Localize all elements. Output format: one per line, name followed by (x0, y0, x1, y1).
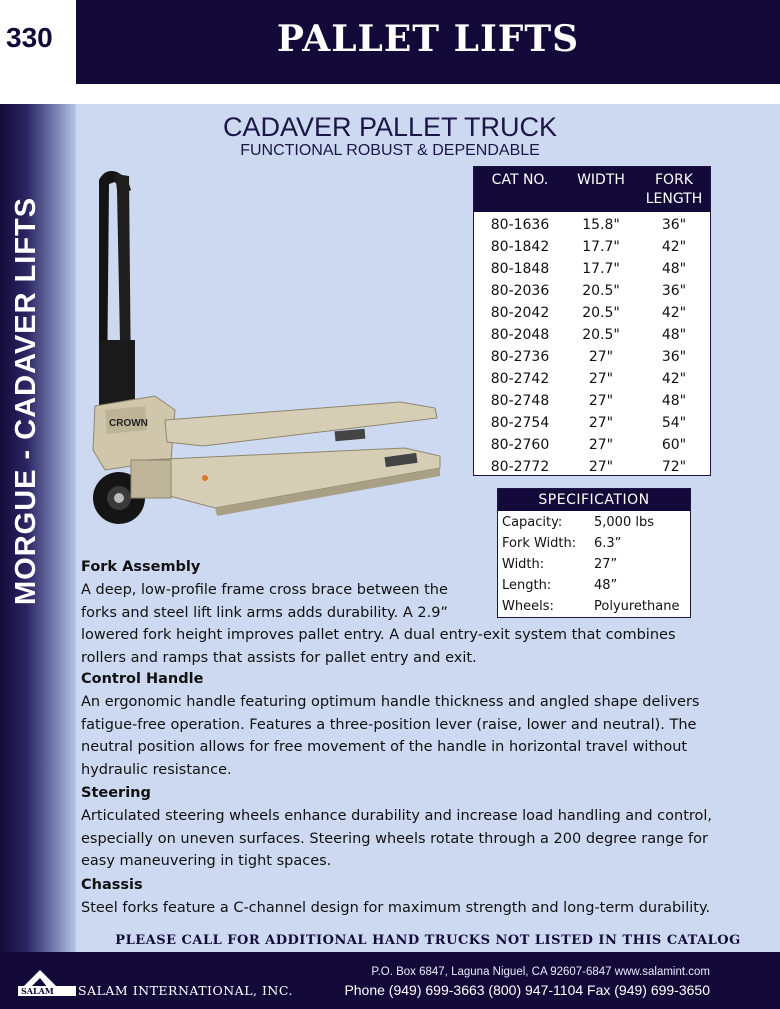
pallet-truck-image (85, 160, 445, 540)
cat-no-cell: 80-2772 (490, 459, 550, 475)
section-heading-fork-assembly: Fork Assembly (81, 559, 201, 575)
cat-no-cell: 80-2736 (490, 349, 550, 365)
cat-no-cell: 80-2748 (490, 393, 550, 409)
length-cell: 42" (661, 305, 687, 321)
text-line: hydraulic resistance. (81, 761, 232, 778)
spec-label: Capacity: (502, 515, 563, 530)
text-line: especially on uneven surfaces. Steering wheels rotate through a 200 degree range for (81, 830, 708, 847)
col-header-width: WIDTH (577, 172, 625, 188)
length-cell: 48" (661, 261, 687, 277)
width-cell: 27" (588, 349, 614, 365)
table-row (474, 368, 710, 390)
length-cell: 48" (661, 327, 687, 343)
width-cell: 27" (588, 459, 614, 475)
spec-value: Polyurethane (594, 599, 680, 614)
spec-value: 48” (594, 578, 618, 593)
spec-label: Width: (502, 557, 545, 572)
width-cell: 27" (588, 415, 614, 431)
company-phone: Phone (949) 699-3663 (800) 947-1104 Fax (949) 699-3650 (344, 982, 710, 998)
cat-no-cell: 80-1636 (490, 217, 550, 233)
product-title: CADAVER PALLET TRUCK (222, 112, 558, 142)
table-row (474, 390, 710, 412)
length-cell: 36" (661, 349, 687, 365)
length-cell: 42" (661, 239, 687, 255)
specification-header: SPECIFICATION (498, 489, 690, 511)
section-text-fork-assembly (81, 579, 676, 669)
width-cell: 27" (588, 437, 614, 453)
width-cell: 15.8" (582, 217, 620, 233)
brand-label: CROWN (109, 418, 148, 429)
spec-label: Length: (502, 578, 552, 593)
page-title: PALLET LIFTS (276, 18, 580, 60)
company-address: P.O. Box 6847, Laguna Niguel, CA 92607-6847 www.salamint.com (371, 966, 710, 978)
call-to-action: PLEASE CALL FOR ADDITIONAL HAND TRUCKS NOT LISTED IN THIS CATALOG (115, 933, 741, 948)
cat-no-cell: 80-2042 (490, 305, 550, 321)
table-row (474, 456, 710, 478)
cat-no-cell: 80-1842 (490, 239, 550, 255)
section-heading-control-handle: Control Handle (81, 671, 204, 687)
col-header-length: LENGTH (645, 191, 703, 207)
table-row (474, 324, 710, 346)
length-cell: 54" (661, 415, 687, 431)
table-row (474, 258, 710, 280)
spec-row (498, 512, 690, 533)
cat-no-cell: 80-2760 (490, 437, 550, 453)
table-row (474, 214, 710, 236)
length-cell: 48" (661, 393, 687, 409)
length-cell: 72" (661, 459, 687, 475)
text-line: A deep, low-profile frame cross brace between the (81, 582, 448, 598)
length-cell: 36" (661, 283, 687, 299)
text-line: easy maneuvering in tight spaces. (81, 853, 332, 869)
width-cell: 20.5" (582, 305, 620, 321)
text-line: An ergonomic handle featuring optimum handle thickness and angled shape delivers (81, 694, 700, 710)
spec-label: Fork Width: (502, 536, 577, 551)
cat-no-cell: 80-2048 (490, 327, 550, 343)
text-line: lowered fork height improves pallet entry. A dual entry-exit system that combines (81, 627, 676, 643)
text-line: forks and steel lift link arms adds durability. A 2.9” (81, 604, 448, 621)
page-number: 330 (6, 22, 53, 53)
width-cell: 17.7" (582, 261, 620, 277)
sidebar-top-gap (0, 84, 76, 104)
spec-value: 5,000 lbs (594, 515, 654, 530)
section-text-chassis (81, 897, 710, 920)
width-cell: 27" (588, 393, 614, 409)
section-heading-chassis: Chassis (81, 877, 143, 893)
text-line: Articulated steering wheels enhance durability and increase load handling and control, (81, 808, 713, 824)
width-cell: 27" (588, 371, 614, 387)
catalog-table (473, 166, 711, 476)
width-cell: 17.7" (582, 239, 620, 255)
cat-no-cell: 80-1848 (490, 261, 550, 277)
width-cell: 20.5" (582, 327, 620, 343)
col-header-cat-no: CAT NO. (491, 172, 549, 188)
cat-no-cell: 80-2742 (490, 371, 550, 387)
cat-no-cell: 80-2036 (490, 283, 550, 299)
text-line: neutral position allows for free movement of the handle in horizontal travel without (81, 739, 688, 755)
spec-label: Wheels: (502, 599, 554, 614)
footer-bar (0, 952, 780, 1009)
cat-no-cell: 80-2754 (490, 415, 550, 431)
table-row (474, 236, 710, 258)
company-name: SALAM INTERNATIONAL, INC. (78, 983, 293, 998)
text-line: Steel forks feature a C-channel design for maximum strength and long-term durability. (81, 900, 711, 916)
logo-text: SALAM (21, 986, 54, 996)
sidebar-label: MORGUE - CADAVER LIFTS (10, 196, 42, 605)
table-row (474, 280, 710, 302)
spec-row (498, 533, 690, 554)
section-text-control-handle (81, 691, 700, 781)
text-line: rollers and ramps that assists for pallet entry and exit. (81, 649, 477, 666)
table-row (474, 346, 710, 368)
length-cell: 42" (661, 371, 687, 387)
catalog-table-header (474, 167, 710, 212)
table-row (474, 412, 710, 434)
product-subtitle: FUNCTIONAL ROBUST & DEPENDABLE (240, 142, 540, 159)
spec-row (498, 554, 690, 575)
spec-value: 6.3” (594, 536, 622, 551)
text-line: fatigue-free operation. Features a three-position lever (raise, lower and neutral). The (81, 716, 697, 733)
width-cell: 20.5" (582, 283, 620, 299)
spec-value: 27” (594, 557, 618, 572)
section-heading-steering: Steering (81, 785, 151, 801)
section-text-steering (81, 805, 712, 873)
table-row (474, 434, 710, 456)
salam-logo-icon (18, 968, 76, 996)
length-cell: 60" (661, 437, 687, 453)
table-row (474, 302, 710, 324)
col-header-fork: FORK (655, 172, 693, 188)
length-cell: 36" (661, 217, 687, 233)
